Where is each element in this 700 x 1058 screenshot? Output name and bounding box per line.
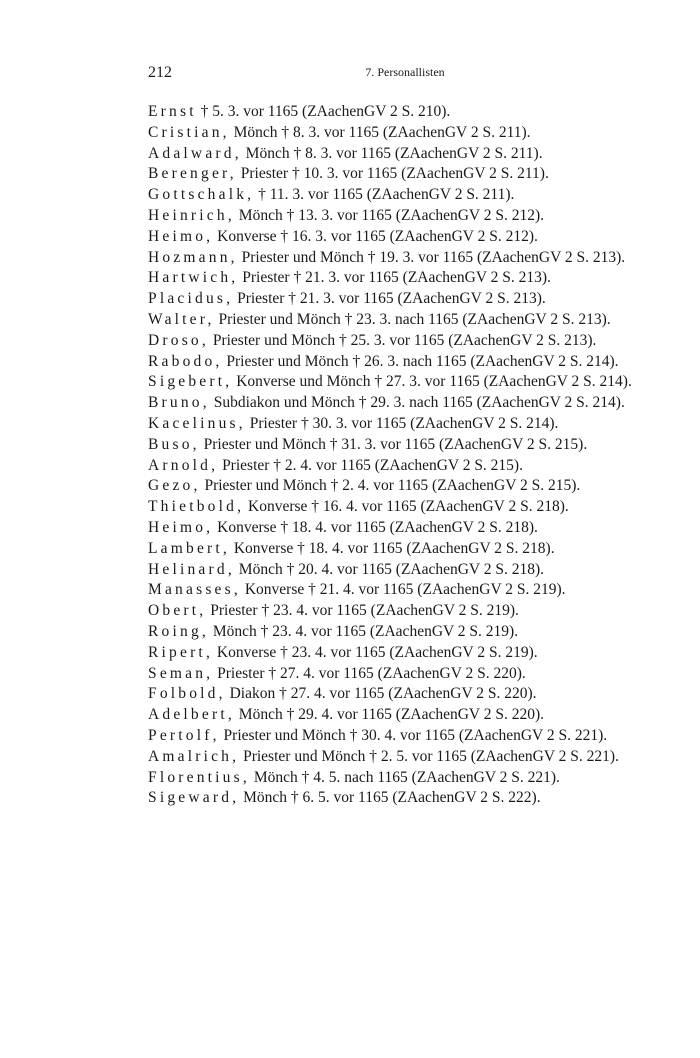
list-item [148,352,662,373]
entry-name: Heimo, [148,518,214,536]
entry-text: Mönch † 20. 4. vor 1165 (ZAachenGV 2 S. 218). [238,560,545,578]
entry-name: Placidus, [148,290,234,308]
entry-name: Manasses, [148,581,241,599]
list-item [148,539,662,560]
entry-text: Konverse † 23. 4. vor 1165 (ZAachenGV 2 S. 219). [216,643,538,661]
entry-text: † 5. 3. vor 1165 (ZAachenGV 2 S. 210). [200,103,451,120]
list-item [148,497,662,518]
entry-name: Roing, [148,622,209,640]
entry-name: Obert, [148,602,207,620]
list-item [148,518,662,539]
entry-text: Priester † 10. 3. vor 1165 (ZAachenGV 2 S. 211). [240,165,549,183]
entry-text: Konverse † 18. 4. vor 1165 (ZAachenGV 2 S. 218). [233,539,555,557]
entry-text: Konverse † 16. 4. vor 1165 (ZAachenGV 2 S. 218). [248,498,569,516]
list-item [148,393,662,414]
list-item [148,372,662,393]
entry-name: Lambert, [148,539,230,557]
list-item [148,227,662,248]
entry-name: Amalrich, [148,747,240,765]
entry-name: Ernst [148,103,197,120]
entry-text: Priester † 2. 4. vor 1165 (ZAachenGV 2 S. 215). [222,456,523,474]
entry-name: Buso, [148,435,200,453]
entry-name: Kacelinus, [148,414,246,432]
list-item [148,164,662,185]
entry-name: Droso, [148,331,209,349]
list-item [148,768,662,789]
list-item [148,684,662,705]
entry-text: Priester und Mönch † 25. 3. vor 1165 (ZAachenGV 2 S. 213). [212,331,597,349]
list-item [148,456,662,477]
list-item [148,102,662,123]
entry-name: Bruno, [148,394,210,412]
entry-name: Adelbert, [148,706,235,724]
entry-text: Priester † 21. 3. vor 1165 (ZAachenGV 2 S. 213). [242,269,551,287]
entry-text: Mönch † 29. 4. vor 1165 (ZAachenGV 2 S. 220). [238,706,545,724]
entry-name: Ripert, [148,643,214,661]
entry-text: Priester † 30. 3. vor 1165 (ZAachenGV 2 S. 214). [249,414,559,432]
entry-text: Priester und Mönch † 23. 3. nach 1165 (ZAachenGV 2 S. 213). [218,310,611,328]
list-item [148,643,662,664]
running-title: 7. Personallisten [365,65,445,79]
entry-name: Walter, [148,310,215,328]
list-item [148,560,662,581]
entry-name: Sigeward, [148,789,240,807]
list-item [148,622,662,643]
entry-name: Adalward, [148,144,242,162]
list-item [148,476,662,497]
entry-text: Priester und Mönch † 2. 5. vor 1165 (ZAachenGV 2 S. 221). [243,747,619,765]
entry-name: Arnold, [148,456,219,474]
entry-name: Sigebert, [148,373,233,391]
entry-name: Gottschalk, [148,186,255,204]
entry-text: Konverse und Mönch † 27. 3. vor 1165 (ZAachenGV 2 S. 214). [236,373,632,391]
entry-name: Cristian, [148,123,230,141]
entry-text: Priester und Mönch † 30. 4. vor 1165 (ZAachenGV 2 S. 221). [223,726,608,744]
entry-text: Mönch † 8. 3. vor 1165 (ZAachenGV 2 S. 211). [233,123,531,141]
list-item [148,206,662,227]
list-item [148,664,662,685]
entry-name: Folbold, [148,685,226,703]
entry-name: Helinard, [148,560,235,578]
entry-name: Hartwich, [148,269,239,287]
entry-name: Seman, [148,664,214,682]
entry-name: Hozmann, [148,248,238,266]
list-item [148,331,662,352]
entry-text: Konverse † 16. 3. vor 1165 (ZAachenGV 2 S. 212). [217,227,538,245]
entry-name: Pertolf, [148,726,220,744]
entry-text: Subdiakon und Mönch † 29. 3. nach 1165 (ZAachenGV 2 S. 214). [213,394,625,412]
personnel-list [148,102,662,809]
list-item [148,435,662,456]
list-item [148,747,662,768]
entry-name: Berenger, [148,165,237,183]
list-item [148,788,662,809]
entry-name: Heimo, [148,227,214,245]
entry-name: Thietbold, [148,498,245,516]
list-item [148,289,662,310]
entry-text: Mönch † 6. 5. vor 1165 (ZAachenGV 2 S. 222). [243,789,541,807]
list-item [148,185,662,206]
entry-text: Priester und Mönch † 26. 3. nach 1165 (ZAachenGV 2 S. 214). [226,352,619,370]
entry-text: Priester † 27. 4. vor 1165 (ZAachenGV 2 S. 220). [217,664,526,682]
list-item [148,310,662,331]
list-item [148,705,662,726]
entry-text: Mönch † 13. 3. vor 1165 (ZAachenGV 2 S. 212). [238,206,545,224]
entry-text: Konverse † 21. 4. vor 1165 (ZAachenGV 2 S. 219). [244,581,566,599]
entry-text: Mönch † 23. 4. vor 1165 (ZAachenGV 2 S. 219). [212,622,519,640]
entry-name: Heinrich, [148,206,235,224]
entry-text: Konverse † 18. 4. vor 1165 (ZAachenGV 2 S. 218). [217,518,538,536]
entry-name: Rabodo, [148,352,223,370]
list-item [148,268,662,289]
list-item [148,726,662,747]
list-item [148,123,662,144]
entry-text: Priester und Mönch † 19. 3. vor 1165 (ZAachenGV 2 S. 213). [241,248,626,266]
entry-text: Priester und Mönch † 2. 4. vor 1165 (ZAachenGV 2 S. 215). [204,477,581,495]
list-item [148,580,662,601]
entry-text: Mönch † 8. 3. vor 1165 (ZAachenGV 2 S. 211). [245,144,543,162]
page-number: 212 [148,64,172,81]
entry-text: Diakon † 27. 4. vor 1165 (ZAachenGV 2 S. 220). [229,685,537,703]
list-item [148,144,662,165]
entry-text: Mönch † 4. 5. nach 1165 (ZAachenGV 2 S. 221). [253,768,560,786]
list-item [148,248,662,269]
entry-text: Priester und Mönch † 31. 3. vor 1165 (ZAachenGV 2 S. 215). [203,435,588,453]
entry-name: Florentius, [148,768,250,786]
list-item [148,601,662,622]
list-item [148,414,662,435]
entry-text: Priester † 23. 4. vor 1165 (ZAachenGV 2 S. 219). [210,602,519,620]
page-header [148,64,662,88]
entry-text: Priester † 21. 3. vor 1165 (ZAachenGV 2 S. 213). [237,290,546,308]
entry-name: Gezo, [148,477,201,495]
entry-text: † 11. 3. vor 1165 (ZAachenGV 2 S. 211). [258,186,515,204]
